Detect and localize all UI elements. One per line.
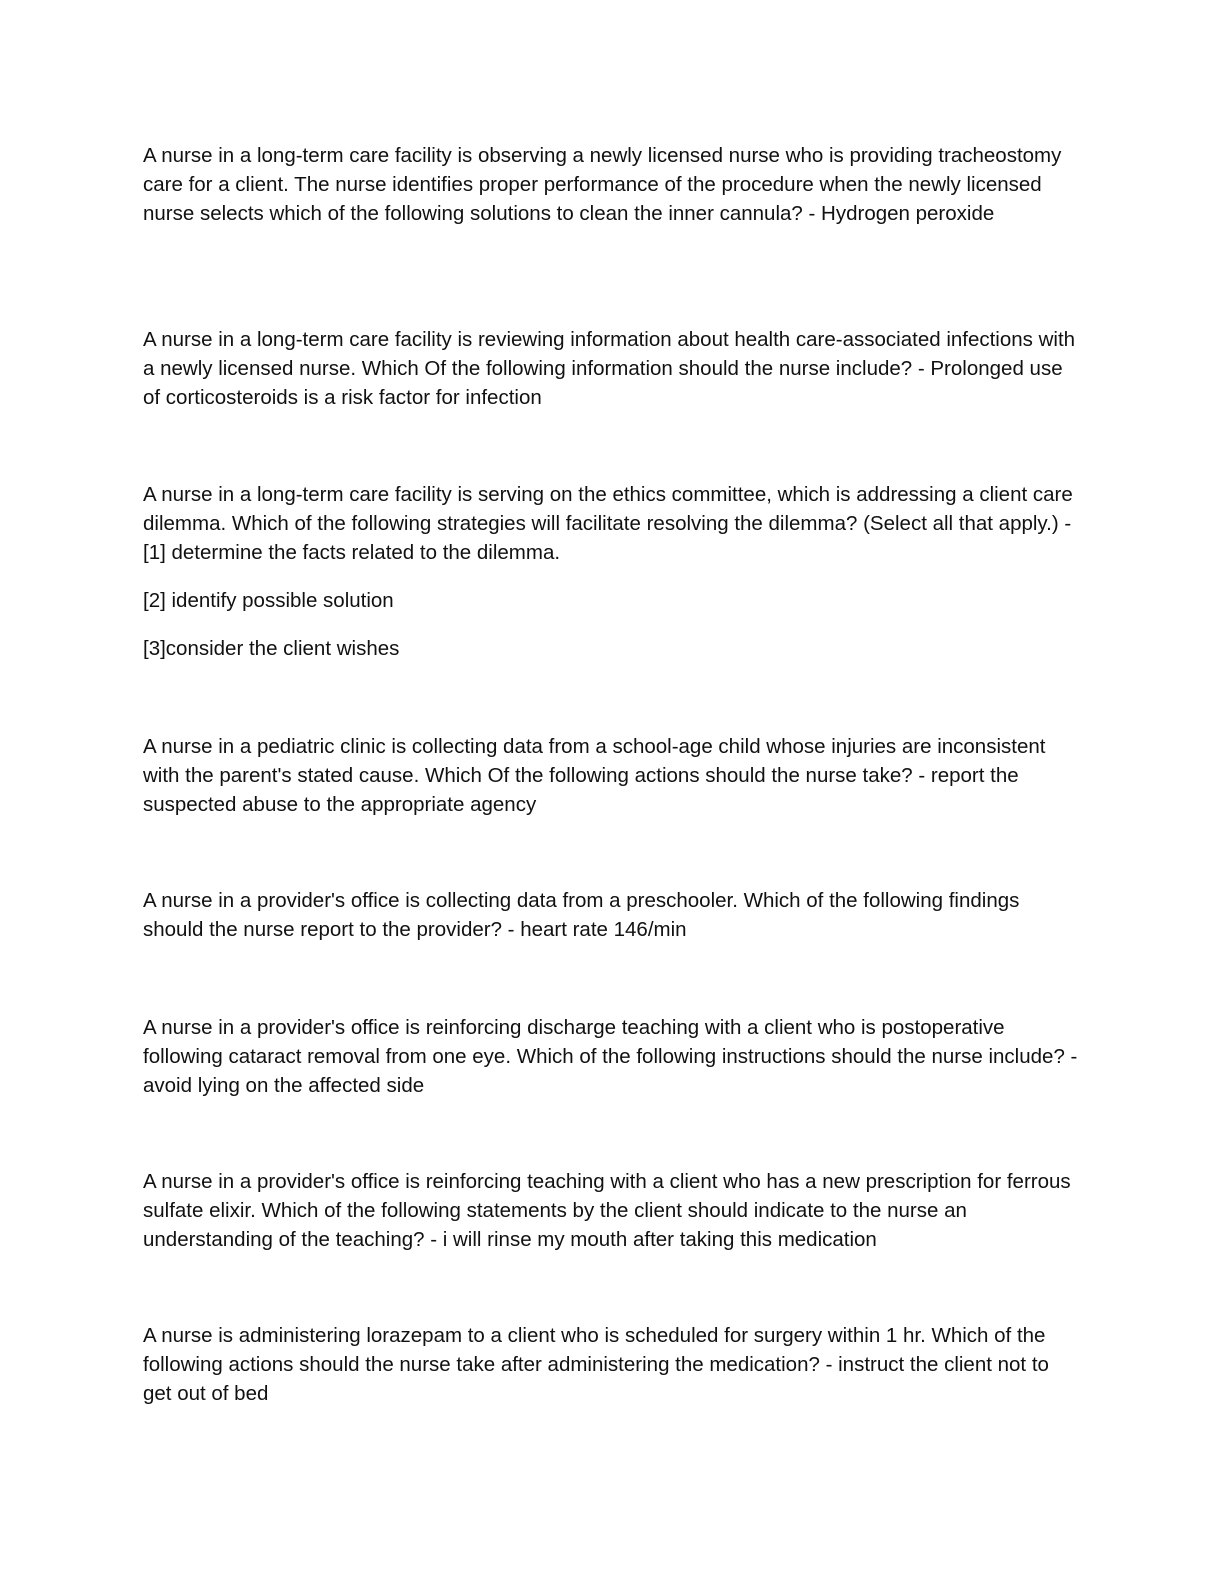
qa-item-6: A nurse in a provider's office is reinforcing discharge teaching with a client who is postoperative following cataract removal from one eye. Which of the following instructions should the nurse include? - avoid lying on the affected side [143,1016,1078,1097]
qa-item-2: A nurse in a long-term care facility is reviewing information about health care-associated infections with a newly licensed nurse. Which Of the following information should the nurse include? - Prolonged use of corticosteroids is a risk factor for infection [143,328,1076,409]
qa-item-3-answer-3: [3]consider the client wishes [143,637,400,660]
qa-item-5: A nurse in a provider's office is collecting data from a preschooler. Which of the following findings should the nurse report to the provider? - heart rate 146/min [143,889,1020,941]
qa-item-3-answer-2: [2] identify possible solution [143,589,394,612]
qa-item-4: A nurse in a pediatric clinic is collecting data from a school-age child whose injuries are inconsistent with the parent's stated cause. Which Of the following actions should the nurse take? - report the suspected abuse to the appropriate agency [143,735,1046,816]
qa-item-8: A nurse is administering lorazepam to a client who is scheduled for surgery within 1 hr. Which of the following actions should the nurse take after administering the medication? - instruct the client not to get out of bed [143,1324,1049,1405]
qa-item-7: A nurse in a provider's office is reinforcing teaching with a client who has a new prescription for ferrous sulfate elixir. Which of the following statements by the client should indicate to the nurse an understanding of the teaching? - i will rinse my mouth after taking this medication [143,1170,1071,1251]
qa-item-1: A nurse in a long-term care facility is observing a newly licensed nurse who is providing tracheostomy care for a client. The nurse identifies proper performance of the procedure when the newly licensed nurse selects which of the following solutions to clean the inner cannula? - Hydrogen peroxide [143,144,1062,225]
qa-item-3: A nurse in a long-term care facility is serving on the ethics committee, which is addressing a client care dilemma. Which of the following strategies will facilitate resolving the dilemma? (Select all that apply.) - [1] determine the facts related to the dilemma. [143,483,1073,564]
